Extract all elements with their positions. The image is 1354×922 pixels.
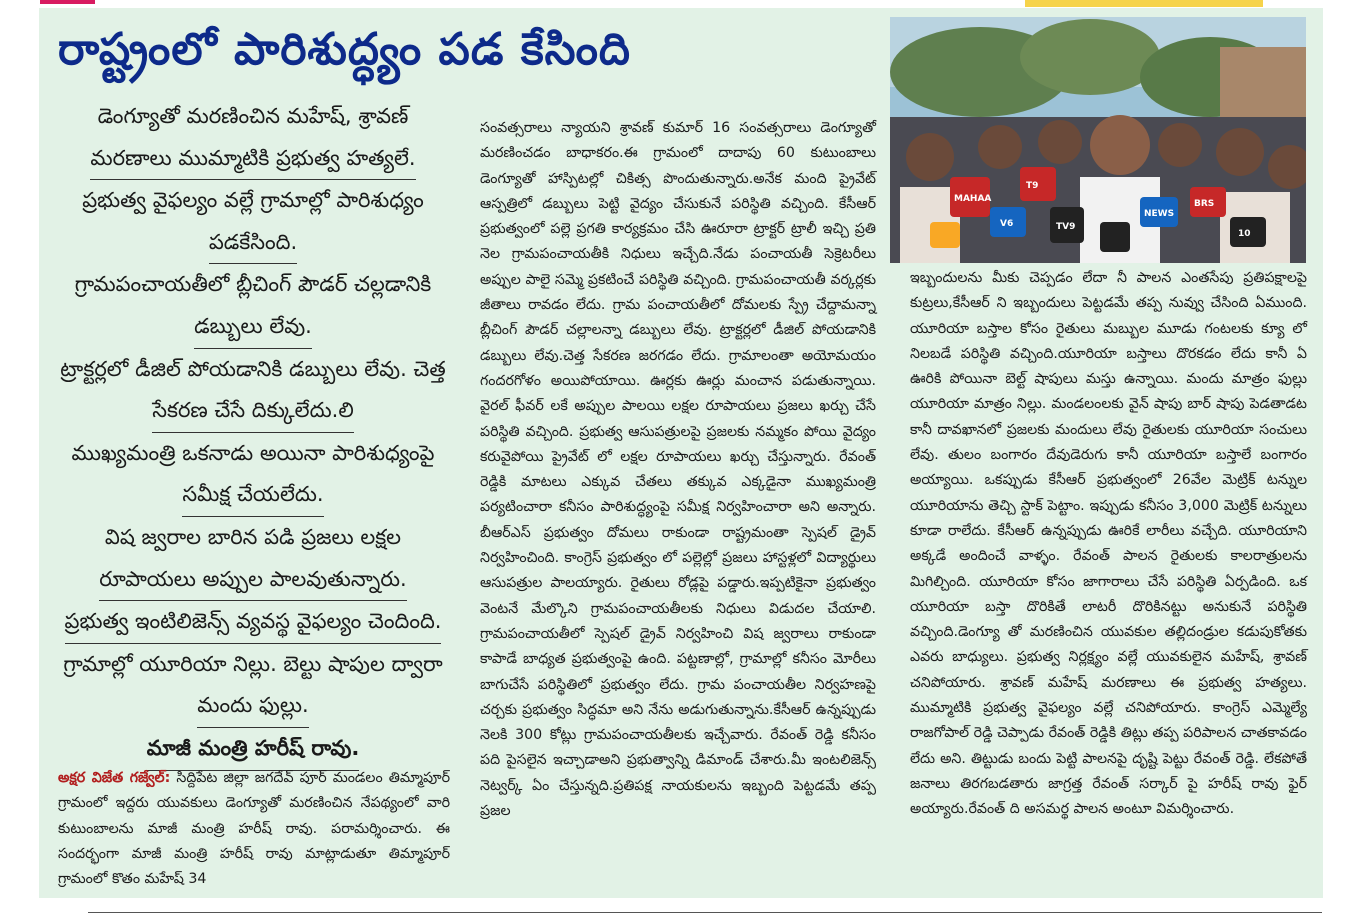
article-column-3: [910, 266, 1307, 823]
highlight-line: మరణాలు ముమ్మాటికి ప్రభుత్వ హత్యలే.: [48, 138, 458, 181]
dateline: అక్షర విజేత గజ్వేల్:: [58, 770, 171, 786]
page-title: రాష్ట్రంలో పారిశుద్ధ్యం పడ కేసింది: [58, 24, 631, 75]
mic-label-brs: BRS: [1194, 199, 1215, 209]
mic-label-tv9: TV9: [1056, 222, 1076, 232]
highlight-line: డెంగ్యూతో మరణించిన మహేష్, శ్రావణ్: [97, 104, 409, 128]
article-column-1: [58, 766, 450, 892]
article-text-1: సిద్దిపేట జిల్లా జగదేవ్ పూర్ మండలం తిమ్మాపూర్ గ్రామంలో ఇద్దరు యువకులు డెంగ్యూతో మరణించిన నేపథ్యంలో వారి కుటుంబాలను మాజీ మంత్రి హరీష్ రావు. పరామర్శించారు. ఈ సందర్భంగా మాజీ మంత్రి హరీష్ రావు మాట్లాడుతూ తిమ్మాపూర్ గ్రామంలో కొతం మహేష్ 34: [58, 770, 451, 888]
mic-label-v6: V6: [1000, 219, 1014, 229]
highlight-line: గ్రామాల్లో యూరియా నిల్లు. బెల్టు షాపుల ద్వారా: [63, 651, 443, 676]
highlight-line: డబ్బులు లేవు.: [48, 306, 458, 349]
bottom-rule: [88, 912, 1322, 913]
mic-label-mahaa: MAHAA: [954, 194, 992, 204]
highlight-line: ముఖ్యమంత్రి ఒకనాడు అయినా పారిశుధ్యంపై: [71, 440, 435, 465]
highlight-line: మందు ఫుల్లు.: [48, 685, 458, 728]
mic-label-t9: T9: [1026, 181, 1039, 191]
highlight-line: సమీక్ష చేయలేదు.: [48, 474, 458, 517]
highlight-line: ట్రాక్టర్లలో డీజిల్ పోయడానికి డబ్బులు లేవు. చెత్త: [60, 356, 446, 381]
highlight-signature: మాజీ మంత్రి హరీష్ రావు.: [48, 728, 458, 771]
highlight-line: గ్రామపంచాయతీలో బ్లీచింగ్ పౌడర్ చల్లడానికి: [74, 272, 432, 297]
highlight-line: విష జ్వరాల బారిన పడి ప్రజలు లక్షల: [104, 524, 402, 549]
article-text-2: సంవత్సరాలు న్యాయని శ్రావణ్ కుమార్ 16 సంవత్సరాలు డెంగ్యూతో మరణించడం బాధాకరం.ఈ గ్రామంలో దాదాపు 60 కుటుంబాలు డెంగ్యూతో హాస్పిటల్లో చికిత్స పొందుతున్నారు.అనేక మంది ప్రైవేట్ ఆస్పత్రిలో డబ్బులు పెట్టి వైద్యం చేసుకునే పరిస్థితి వచ్చింది. కేసీఆర్ ప్రభుత్వంలో పల్లె ప్రగతి కార్యక్రమం చేసి ఊరూరా ట్రాక్టర్ ట్రాలీ ఇచ్చి ప్రతి నెల గ్రామపంచాయతీకి నిధులు ఇచ్చేది.నేడు పంచాయతీ సెక్రెటరీలు అప్పుల పాలై సమ్మె ప్రకటించే పరిస్థితి వచ్చింది. గ్రామపంచాయతీ వర్కర్లకు జీతాలు రావడం లేదు. గ్రామ పంచాయతీలో దోమలకు స్ప్రే చేద్దామన్నా బ్లీచింగ్ పౌడర్ చల్లాలన్నా డబ్బులు లేవు. ట్రాక్టర్లలో డీజిల్ పోయడానికి డబ్బులు లేవు.చెత్త సేకరణ జరగడం లేదు. గ్రామాలంతా అయోమయం గందరగోళం అయిపోయాయి. ఊర్లకు ఊర్లు మంచాన పడుతున్నాయి. వైరల్ ఫీవర్ లకే అప్పుల పాలయి లక్షల రూపాయలు ప్రజలు ఖర్చు చేసే పరిస్థితి వచ్చింది. ప్రభుత్వ ఆసుపత్రులపై ప్రజలకు నమ్మకం పోయి వైద్యం కరువైపోయి ప్రైవేట్ లో లక్షల రూపాయలు ఖర్చు చేస్తున్నారు. రేవంత్ రెడ్డికి మాటలు ఎక్కువ చేతలు తక్కువ ఎక్కడైనా ముఖ్యమంత్రి పర్యటించారా కనీసం పారిశుద్ధ్యంపై సమీక్ష నిర్వహించారా అని అన్నారు. బీఆర్ఎస్ ప్రభుత్వం దోమలు రాకుండా రాష్ట్రమంతా స్పెషల్ డ్రైవ్ నిర్వహించింది. కాంగ్రెస్ ప్రభుత్వం లో పల్లెల్లో ప్రజలు హాస్టళ్లలో విద్యార్థులు ఆసుపత్రుల పాలయ్యారు. రైతులు రోడ్లపై పడ్డారు.ఇప్పటికైనా ప్రభుత్వం వెంటనే మేల్కొని గ్రామపంచాయతీలకు నిధులు విడుదల చేయాలి. గ్రామపంచాయతీలో స్పెషల్ డ్రైవ్ నిర్వహించి విష జ్వరాలు రాకుండా కాపాడే బాధ్యత ప్రభుత్వంపై ఉంది. పట్టణాల్లో, గ్రామాల్లో కనీసం మోరీలు బాగుచేసే పరిస్థితిలో ప్రభుత్వం లేదు. గ్రామ పంచాయతీల నిర్వహణపై చర్చకు ప్రభుత్వం సిద్ధమా అని నేను అడుగుతున్నాను.కేసీఆర్ ఉన్నప్పుడు నెలకి 300 కోట్లు గ్రామపంచాయతీలకు ఇచ్చేవారు. రేవంత్ రెడ్డి కనీసం పది పైసలైన ఇచ్చాడాఅని ప్రభుత్వాన్ని డిమాండ్ చేశారు.మీ ఇంటలిజెన్స్ నెట్వర్క్ ఏం చేస్తున్నది.ప్రతిపక్ష నాయకులను ఇబ్బంది పెట్టడమే తప్ప ప్రజల: [480, 120, 876, 820]
highlights-box: [48, 96, 458, 771]
highlight-line: రూపాయలు అప్పుల పాలవుతున్నారు.: [48, 559, 458, 602]
highlight-line: పడకేసింది.: [48, 222, 458, 265]
article-column-2: [480, 116, 876, 824]
highlight-line: సేకరణ చేసే దిక్కులేదు.లి: [48, 390, 458, 433]
photo-illustration: [890, 17, 1306, 263]
highlight-line: ప్రభుత్వ వైఫల్యం వల్లే గ్రామాల్లో పారిశుధ్యం: [82, 188, 424, 213]
top-accent-bar: [40, 0, 95, 4]
mic-label-10: 10: [1238, 229, 1251, 239]
top-banner-strip: [1025, 0, 1263, 7]
press-conference-photo: [890, 17, 1306, 263]
mic-label-news: NEWS: [1144, 209, 1175, 219]
highlight-line: ప్రభుత్వ ఇంటిలిజెన్స్ వ్యవస్థ వైఫల్యం చెందింది.: [48, 601, 458, 644]
article-text-3: ఇబ్బందులను మీకు చెప్పడం లేదా నీ పాలన ఎంతసేపు ప్రతిపక్షాలపై కుట్రలు,కేసీఆర్ ని ఇబ్బందులు పెట్టడమే తప్ప నువ్వు చేసింది ఏముంది. యూరియా బస్తాల కోసం రైతులు మబ్బుల మూడు గంటలకు క్యూ లో నిలబడే పరిస్థితి వచ్చింది.యూరియా బస్తాలు దొరకడం లేదు కానీ ఏ ఊరికి పోయినా బెల్ట్ షాపులు మస్తు ఉన్నాయి. మందు మాత్రం ఫుల్లు యూరియా మాత్రం నిల్లు. మండలంలకు వైన్ షాపు బార్ షాపు పెడతాడట కానీ దావఖానలో ప్రజలకు మందులు లేవు రైతులకు యూరియా సంచులు లేవు. తులం బంగారం దేవుడెరుగు కానీ యూరియా బస్తాలే బంగారం అయ్యాయి. ఒకప్పుడు కేసీఆర్ ప్రభుత్వంలో 26వేల మెట్రిక్ టన్నుల యూరియాను తెచ్చి స్టాక్ పెట్టాం. ఇప్పుడు కనీసం 3,000 మెట్రిక్ టన్నులు కూడా రాలేదు. కేసీఆర్ ఉన్నప్పుడు ఊరికే లారీలు వచ్చేది. యూరియాని అక్కడే అందించే వాళ్ళం. రేవంత్ పాలన రైతులకు కాలరాత్రులను మిగిల్చింది. యూరియా కోసం జాగారాలు చేసే పరిస్థితి ఏర్పడింది. ఒక యూరియా బస్తా దొరికితే లాటరీ దొరికినట్టు అనుకునే పరిస్థితి వచ్చింది.డెంగ్యూ తో మరణించిన యువకుల తల్లిదండ్రుల కడుపుకోతకు ఎవరు బాధ్యులు. ప్రభుత్వ నిర్లక్ష్యం వల్లే యువకులైన మహేష్, శ్రావణ్ చనిపోయారు. శ్రావణ్ మహేష్ మరణాలు ఈ ప్రభుత్వ హత్యలు. ముమ్మాటికి ప్రభుత్వ వైఫల్యం వల్లే చనిపోయారు. కాంగ్రెస్ ఎమ్మెల్యే రాజగోపాల్ రెడ్డి చెప్పాడు రేవంత్ రెడ్డికి తిట్లు తప్ప పరిపాలన చాతకావడం లేదు అని. తిట్టుడు బందు పెట్టి పాలనపై దృష్టి పెట్టు రేవంత్ రెడ్డి. లేకపోతే జనాలు తిరగబడతారు జాగ్రత్త రేవంత్ సర్కార్ పై హరీష్ రావు ఫైర్ అయ్యారు.రేవంత్ ది అసమర్థ పాలన అంటూ విమర్శించారు.: [910, 270, 1307, 818]
